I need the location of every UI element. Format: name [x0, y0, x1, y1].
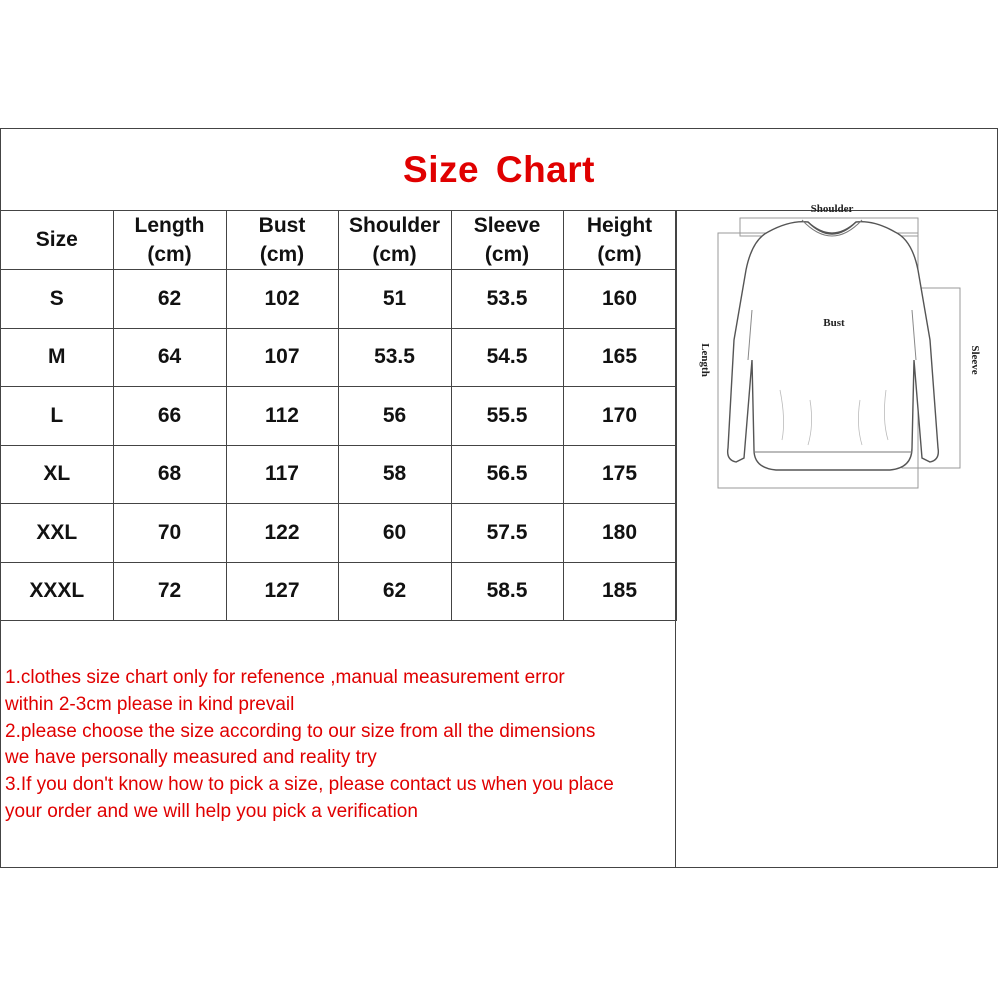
table-row [1, 562, 676, 621]
length-label: Length [699, 343, 711, 377]
sleeve-cell: 58.5 [451, 562, 563, 621]
table-header-row [1, 211, 676, 270]
bust-cell: 117 [226, 445, 338, 504]
height-cell: 170 [563, 387, 676, 446]
sleeve-cell: 54.5 [451, 328, 563, 387]
note-line: we have personally measured and reality try [5, 747, 377, 769]
shoulder-label: Shoulder [810, 203, 854, 215]
note-line: within 2-3cm please in kind prevail [5, 693, 295, 715]
length-cell: 64 [113, 328, 226, 387]
size-cell: S [1, 270, 113, 329]
length-cell: 68 [113, 445, 226, 504]
table-row [1, 270, 676, 329]
note-line: 2.please choose the size according to our size from all the dimensions [5, 720, 596, 742]
column-header-sleeve: Sleeve (cm) [451, 211, 563, 270]
size-notes [5, 665, 673, 826]
length-cell: 72 [113, 562, 226, 621]
shoulder-cell: 56 [338, 387, 451, 446]
size-table [1, 211, 677, 621]
shoulder-cell: 62 [338, 562, 451, 621]
sleeve-cell: 56.5 [451, 445, 563, 504]
column-header-bust: Bust (cm) [226, 211, 338, 270]
column-header-length: Length (cm) [113, 211, 226, 270]
length-cell: 70 [113, 504, 226, 563]
table-row [1, 328, 676, 387]
size-cell: XXL [1, 504, 113, 563]
sweatshirt-body [728, 222, 939, 470]
sleeve-cell: 57.5 [451, 504, 563, 563]
table-row [1, 387, 676, 446]
length-cell: 66 [113, 387, 226, 446]
height-cell: 160 [563, 270, 676, 329]
shoulder-cell: 60 [338, 504, 451, 563]
table-row [1, 445, 676, 504]
size-cell: XL [1, 445, 113, 504]
column-header-height: Height (cm) [563, 211, 676, 270]
page-title: Size Chart [403, 148, 595, 190]
shoulder-cell: 53.5 [338, 328, 451, 387]
sleeve-cell: 55.5 [451, 387, 563, 446]
height-cell: 180 [563, 504, 676, 563]
note-line: 3.If you don't know how to pick a size, please contact us when you place [5, 774, 614, 796]
column-header-size: Size [1, 211, 113, 270]
column-divider [675, 211, 676, 868]
sleeve-label: Sleeve [969, 345, 981, 375]
bust-cell: 112 [226, 387, 338, 446]
size-cell: M [1, 328, 113, 387]
bust-cell: 107 [226, 328, 338, 387]
height-cell: 175 [563, 445, 676, 504]
shoulder-cell: 58 [338, 445, 451, 504]
table-row [1, 504, 676, 563]
column-header-shoulder: Shoulder (cm) [338, 211, 451, 270]
bust-cell: 122 [226, 504, 338, 563]
note-line: your order and we will help you pick a verification [5, 800, 418, 822]
bust-label: Bust [823, 317, 845, 329]
height-cell: 185 [563, 562, 676, 621]
bust-cell: 127 [226, 562, 338, 621]
bust-cell: 102 [226, 270, 338, 329]
shoulder-cell: 51 [338, 270, 451, 329]
sweatshirt-measurement-diagram [690, 200, 990, 510]
size-cell: XXXL [1, 562, 113, 621]
length-cell: 62 [113, 270, 226, 329]
sleeve-cell: 53.5 [451, 270, 563, 329]
height-cell: 165 [563, 328, 676, 387]
note-line: 1.clothes size chart only for refenence ,manual measurement error [5, 667, 565, 688]
title-row [1, 129, 997, 211]
size-cell: L [1, 387, 113, 446]
sweatshirt-illustration [690, 200, 990, 510]
